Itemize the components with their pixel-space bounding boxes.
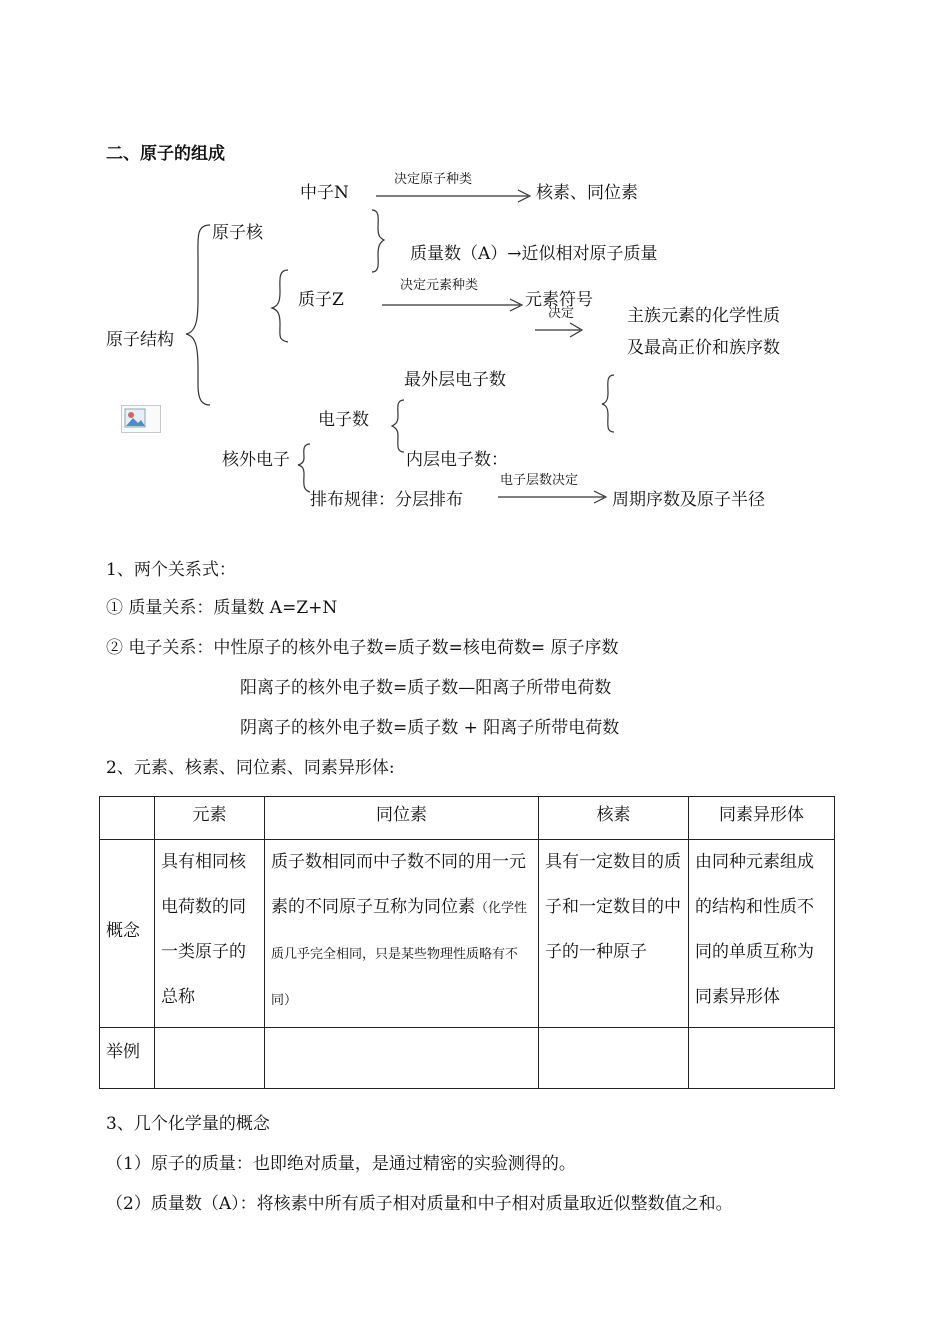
table-title: 2、元素、核素、同位素、同素异形体: bbox=[106, 758, 395, 778]
brace-extranuclear bbox=[298, 444, 310, 492]
concept-table bbox=[99, 796, 835, 1089]
diagram-nucleus: 原子核 bbox=[212, 223, 263, 243]
isotope-note: （化学性质几乎完全相同，只是某些物理性质略有不同） bbox=[271, 901, 528, 1008]
example-label: 举例 bbox=[100, 1028, 155, 1089]
brace-atom bbox=[186, 225, 210, 405]
diagram-proton-arrow-label: 决定元素种类 bbox=[400, 278, 479, 293]
diagram-root: 原子结构 bbox=[106, 330, 174, 350]
element-definition: 具有相同核电荷数的同一类原子的总称 bbox=[155, 840, 265, 1028]
diagram-inner-electrons: 内层电子数： bbox=[406, 450, 508, 470]
table-header-row bbox=[100, 797, 835, 840]
quantity-item-2: （2）质量数（A）：将核素中所有质子相对质量和中子相对质量取近似整数值之和。 bbox=[106, 1194, 733, 1214]
diagram-proton: 质子Z bbox=[298, 290, 344, 310]
diagram-electron-count: 电子数 bbox=[318, 410, 369, 430]
example-isotope bbox=[265, 1028, 539, 1089]
quantity-item-1: （1）原子的质量：也即绝对质量，是通过精密的实验测得的。 bbox=[106, 1154, 576, 1174]
diagram-layer-result: 周期序数及原子半径 bbox=[612, 490, 765, 510]
table-row-example bbox=[100, 1028, 835, 1089]
brace-neutron bbox=[372, 210, 384, 272]
relation-electron: ② 电子关系：中性原子的核外电子数=质子数=核电荷数= 原子序数 bbox=[106, 638, 619, 658]
diagram-neutron-result: 核素、同位素 bbox=[536, 183, 638, 203]
header-element: 元素 bbox=[155, 797, 265, 840]
example-allotrope bbox=[689, 1028, 835, 1089]
diagram-outer-electrons: 最外层电子数 bbox=[404, 370, 506, 390]
diagram-neutron-arrow-label: 决定原子种类 bbox=[394, 172, 473, 187]
header-empty bbox=[100, 797, 155, 840]
example-nuclide bbox=[539, 1028, 689, 1089]
diagram-mass-number: 质量数（A）→近似相对原子质量 bbox=[410, 244, 658, 264]
relations-title: 1、两个关系式： bbox=[106, 560, 236, 580]
diagram-decides-label: 决定 bbox=[548, 306, 575, 321]
section-heading: 二、原子的组成 bbox=[106, 144, 225, 164]
relation-mass: ① 质量关系：质量数 A=Z+N bbox=[106, 598, 338, 618]
relation-anion: 阴离子的核外电子数=质子数 + 阳离子所带电荷数 bbox=[240, 718, 620, 738]
nuclide-definition: 具有一定数目的质子和一定数目的中子的一种原子 bbox=[539, 840, 689, 1028]
relation-cation: 阳离子的核外电子数=质子数—阳离子所带电荷数 bbox=[240, 678, 612, 698]
diagram-chem-property-2: 及最高正价和族序数 bbox=[627, 338, 780, 358]
diagram-chem-property-1: 主族元素的化学性质 bbox=[627, 306, 780, 326]
allotrope-definition: 由同种元素组成的结构和性质不同的单质互称为同素异形体 bbox=[689, 840, 835, 1028]
broken-image-icon bbox=[121, 405, 161, 433]
diagram-arrangement: 排布规律：分层排布 bbox=[310, 490, 463, 510]
concept-label: 概念 bbox=[100, 840, 155, 1028]
example-element bbox=[155, 1028, 265, 1089]
table-row-concept bbox=[100, 840, 835, 1028]
isotope-definition-cell bbox=[265, 840, 539, 1028]
header-isotope: 同位素 bbox=[265, 797, 539, 840]
brace-nucleus bbox=[272, 270, 288, 342]
brace-outer bbox=[602, 375, 614, 432]
diagram-extranuclear: 核外电子 bbox=[222, 450, 290, 470]
diagram-proton-result: 元素符号 bbox=[525, 290, 593, 310]
diagram-neutron: 中子N bbox=[300, 183, 349, 203]
isotope-definition: 质子数相同而中子数不同的用一元素的不同原子互称为同位素 bbox=[271, 852, 526, 917]
header-allotrope: 同素异形体 bbox=[689, 797, 835, 840]
diagram-layer-arrow-label: 电子层数决定 bbox=[500, 473, 579, 488]
quantities-title: 3、几个化学量的概念 bbox=[106, 1114, 270, 1134]
header-nuclide: 核素 bbox=[539, 797, 689, 840]
brace-electron-count bbox=[392, 400, 404, 452]
